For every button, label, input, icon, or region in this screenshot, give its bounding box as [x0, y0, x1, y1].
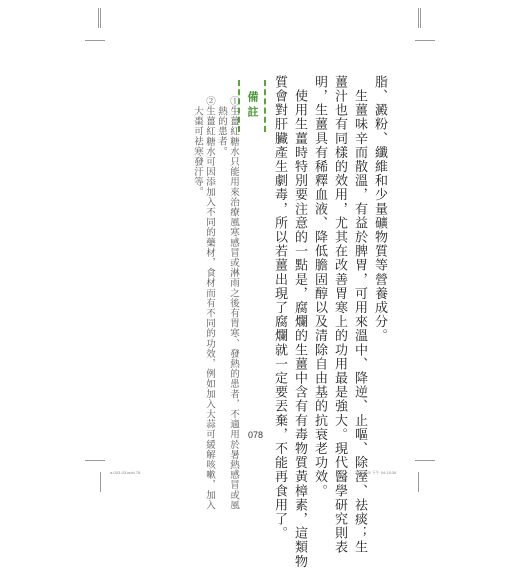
- crop-mark: [420, 8, 421, 28]
- footer-file-info: a-003-03.indd 78: [110, 470, 141, 475]
- crop-mark: [415, 40, 435, 41]
- note-line: ①生薑紅糖水只能用來治療風寒感冒或淋雨之後有胃寒、發熱的患者，不適用於暑熱感冒或風: [228, 96, 239, 511]
- crop-mark: [85, 460, 105, 461]
- body-column: 明，生薑具有稀釋血液、降低膽固醇以及清除自由基的抗衰老功效。: [312, 75, 327, 498]
- note-label: [238, 80, 266, 132]
- body-column: 使用生薑時特別要注意的一點是，腐爛的生薑中含有有毒物質黃樟素，這類物: [292, 75, 307, 569]
- note-line: 熱的患者。: [216, 106, 227, 157]
- crop-mark: [98, 8, 99, 28]
- body-column: 生薑味辛而散溫，有益於脾胃，可用來溫中、降逆、止嘔、除溼、祛痰；生: [352, 75, 367, 555]
- footer-timestamp: 2016/7/5 下午 04:15:36: [355, 470, 397, 475]
- page-number: 078: [248, 430, 264, 440]
- crop-mark: [100, 8, 101, 28]
- crop-mark: [85, 40, 105, 41]
- note-line: ②生薑紅糖水可因添加入不同的藥材，食材而有不同的功效，例如加入大蒜可緩解咳嗽，加入: [204, 96, 215, 511]
- crop-mark: [418, 8, 419, 28]
- crop-mark: [418, 472, 419, 492]
- note-label-text: 備註: [246, 91, 259, 121]
- body-column: 脂、澱粉、纖維和少量礦物質等營養成分。: [372, 75, 387, 343]
- crop-mark: [415, 460, 435, 461]
- body-column: 質會對肝臟產生劇毒，所以若薑出現了腐爛就一定要丟棄，不能再食用了。: [272, 75, 287, 541]
- crop-mark: [100, 472, 101, 492]
- note-line: 大棗可祛寒發汗等。: [192, 106, 203, 197]
- body-column: 薑汁也有同樣的效用，尤其在改善胃寒上的功用最是強大。現代醫學研究則表: [332, 75, 347, 555]
